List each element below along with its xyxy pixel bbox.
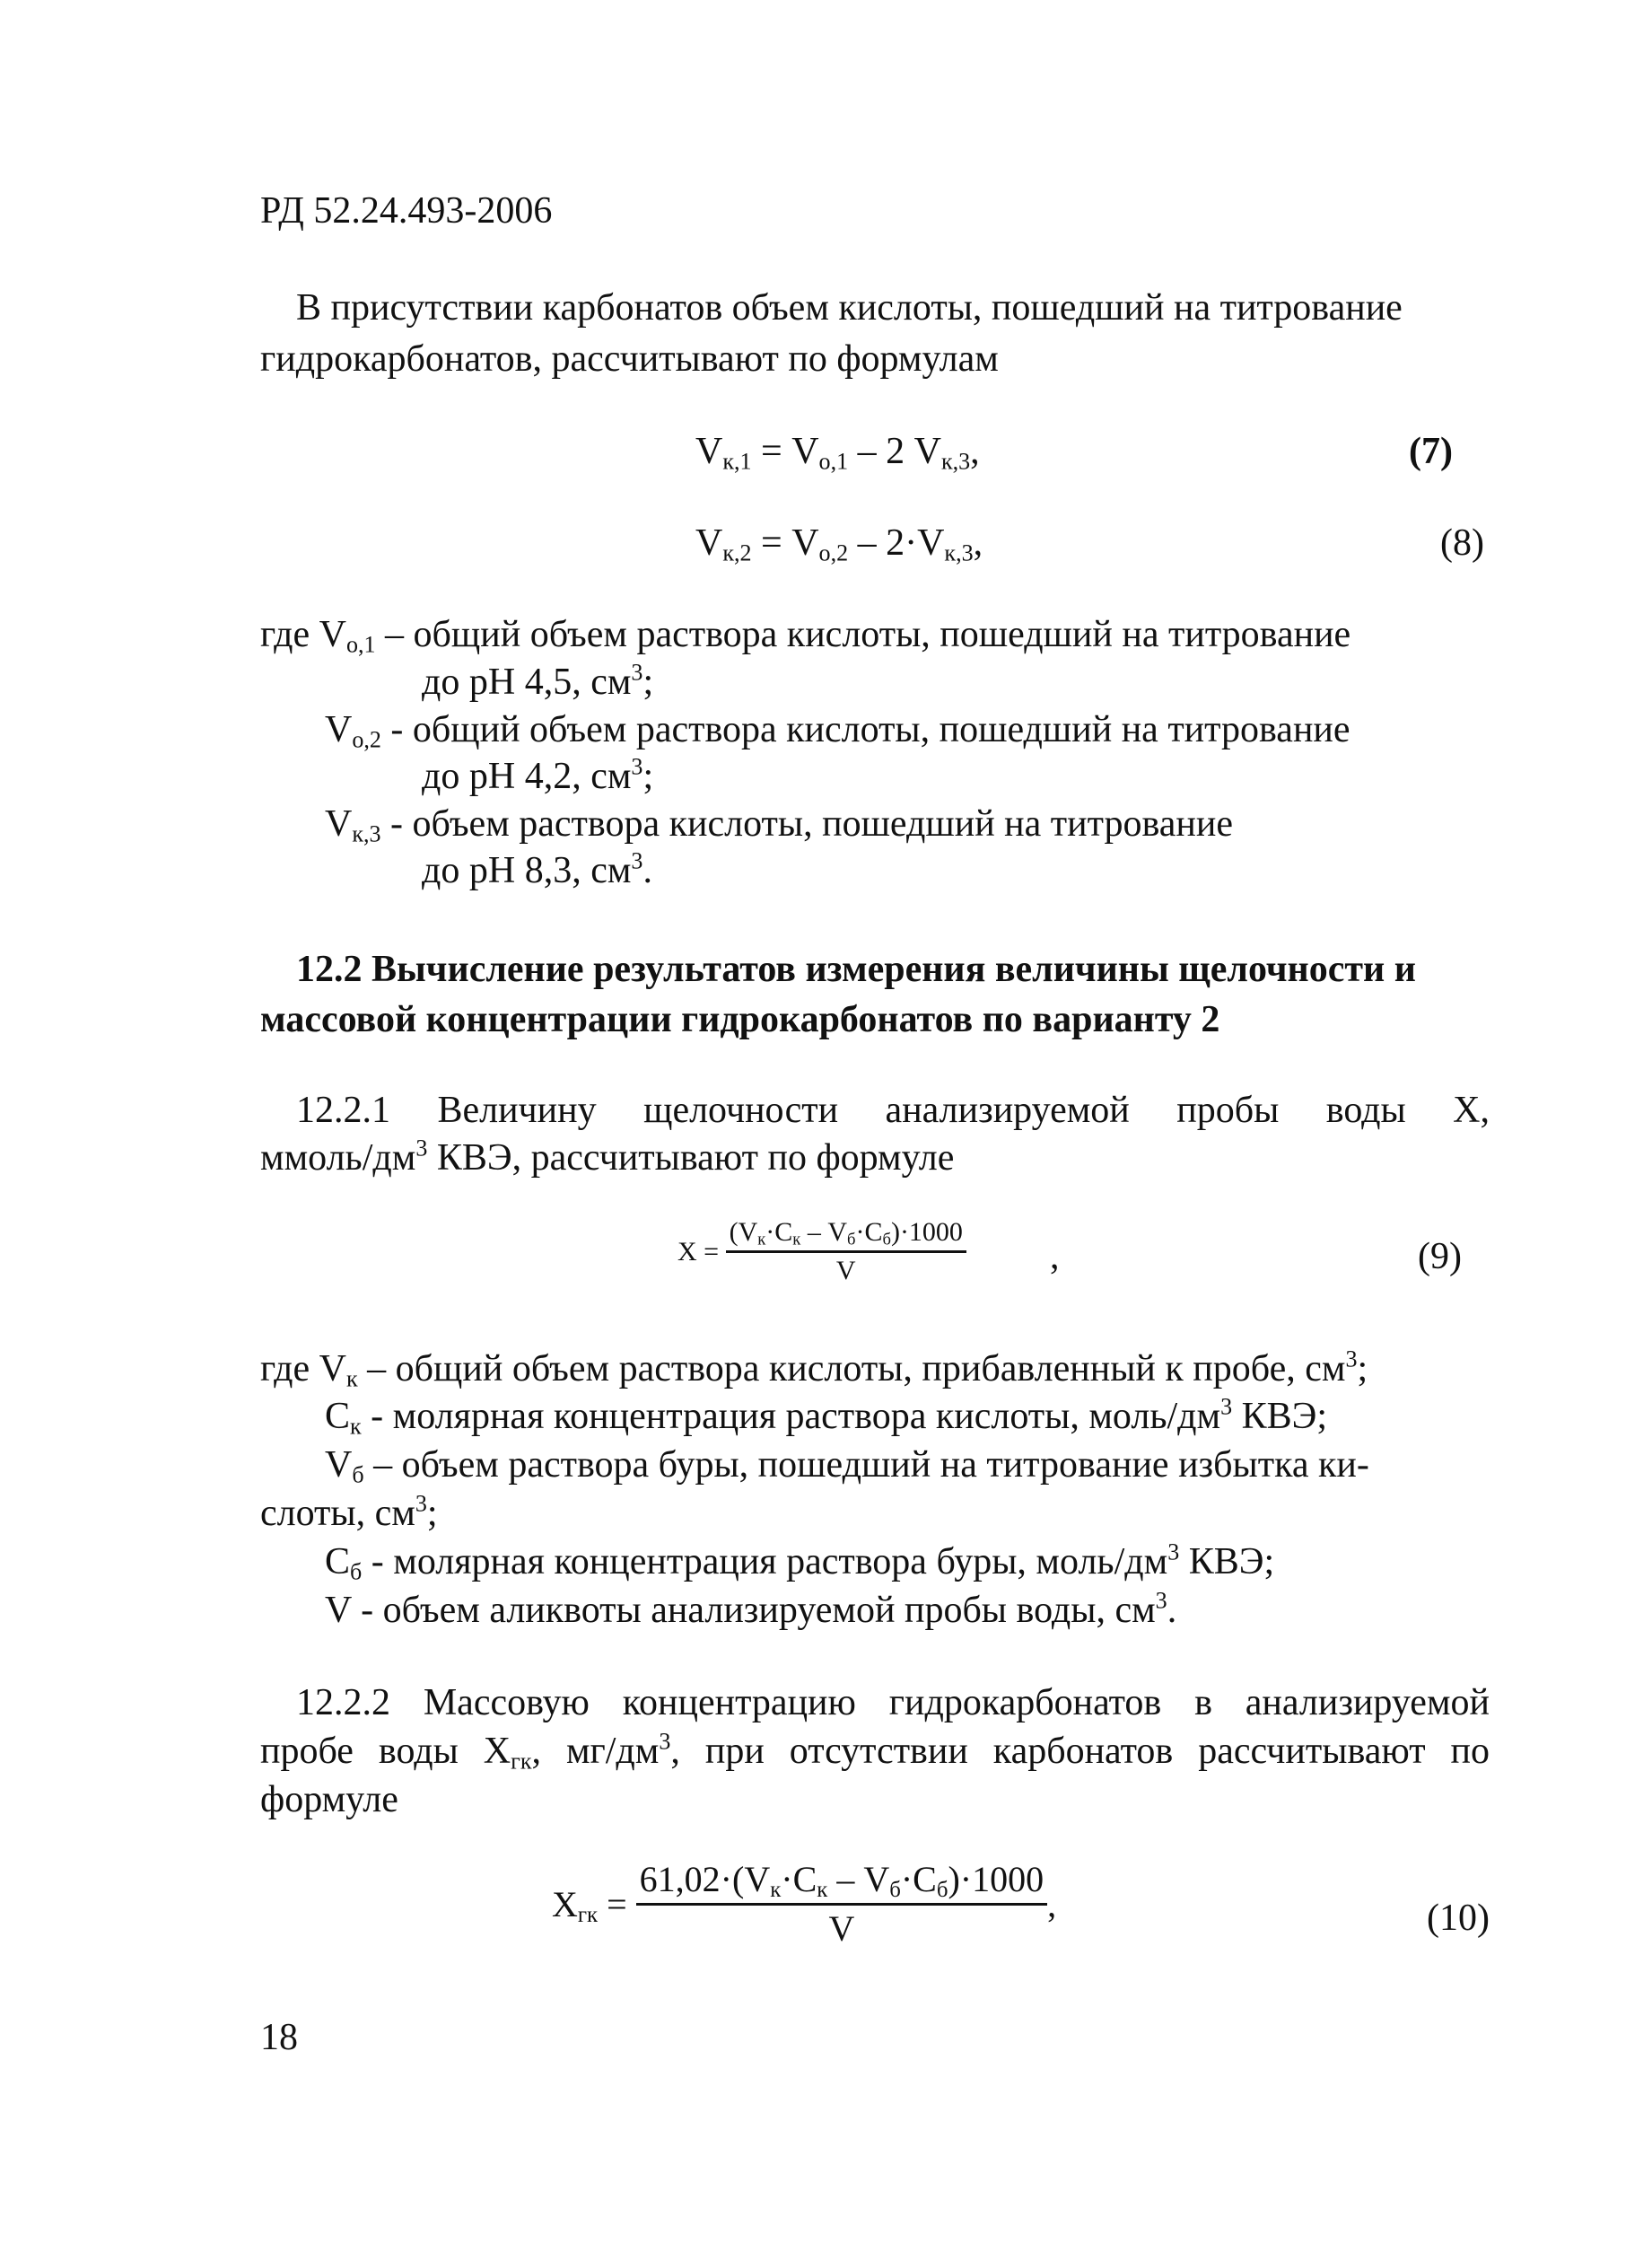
paragraph-1221-line-1: 12.2.1 Величину щелочности анализируемой пробы воды Х, (296, 1090, 1490, 1131)
definition-vo2-cont: до рН 4,2, $см^3$; (422, 753, 654, 797)
intro-line-1: В присутствии карбонатов объем кислоты, пошедший на титрование (296, 287, 1403, 329)
paragraph-1221-line-2: ммоль/$дм^3$ КВЭ, рассчитывают по формуле (260, 1135, 955, 1179)
formula-9-comma: , (1050, 1236, 1060, 1277)
definition-vo1: где $V_{о,1}$ – общий объем раствора кислоты, пошедший на титрование (260, 614, 1351, 658)
definition-vb-cont: слоты, $см^3$; (260, 1490, 438, 1534)
formula-7-number: (7) (1409, 431, 1453, 472)
formula-7: $V_{к,1} = V_{о,1} - 2$ $V_{к,3}$, (695, 431, 980, 475)
definition-vo2: $V_{о,2}$ - общий объем раствора кислоты, пошедший на титрование (325, 709, 1350, 753)
definition-vk3-cont: до рН 8,3, $см^3$. (422, 847, 652, 891)
definition-vk: где $V_к$ – общий объем раствора кислоты, прибавленный к пробе, $см^3$; (260, 1346, 1368, 1392)
section-heading-line-1: 12.2 Вычисление результатов измерения величины щелочности и (296, 949, 1416, 990)
section-heading-line-2: массовой концентрации гидрокарбонатов по варианту 2 (260, 999, 1220, 1040)
formula-10: $X_{гк}$ = $\frac{61,02\cdot(V_к\cdot C_к - V_б\cdot C_б)\cdot 1000}{V}$ , (552, 1859, 1057, 1949)
page-number: 18 (260, 2017, 298, 2058)
definition-vb: $V_б$ – объем раствора буры, пошедший на титрование избытка ки- (325, 1444, 1369, 1488)
formula-8: $V_{к,2} = V_{о,2} - 2\cdot V_{к,3}$, (695, 522, 983, 566)
formula-9-number: (9) (1418, 1236, 1462, 1277)
formula-9: X = $\frac{(V_к\cdot C_к - V_б\cdot C_б)\cdot 1000}{V}$ (677, 1216, 966, 1287)
document-code: РД 52.24.493-2006 (260, 190, 553, 232)
definition-vo1-cont: до рН 4,5, $см^3$; (422, 659, 654, 703)
formula-10-number: (10) (1427, 1898, 1490, 1939)
formula-10-fraction: $\frac{61,02\cdot(V_к\cdot C_к - V_б\cdot C_б)\cdot 1000}{V}$ (636, 1858, 1047, 1950)
definition-v: V - объем аликвоты анализируемой пробы воды, $см^3$. (325, 1587, 1177, 1631)
paragraph-1222-line-3: формуле (260, 1779, 398, 1820)
intro-line-2: гидрокарбонатов, рассчитывают по формулам (260, 338, 999, 380)
definition-cb: $C_б$ - молярная концентрация раствора буры, моль/$дм^3$ КВЭ; (325, 1538, 1275, 1585)
definition-vk3: $V_{к,3}$ - объем раствора кислоты, пошедший на титрование (325, 803, 1233, 847)
formula-8-number: (8) (1440, 522, 1484, 564)
paragraph-1222-line-2: пробе воды $Х_{гк}$, $мг/дм^3$, при отсутствии карбонатов рассчитывают по (260, 1728, 1490, 1775)
definition-ck: $C_к$ - молярная концентрация раствора кислоты, моль/$дм^3$ КВЭ; (325, 1393, 1328, 1440)
paragraph-1222-line-1: 12.2.2 Массовую концентрацию гидрокарбонатов в анализируемой (296, 1682, 1490, 1723)
formula-9-fraction: $\frac{(V_к\cdot C_к - V_б\cdot C_б)\cdot 1000}{V}$ (726, 1216, 966, 1287)
